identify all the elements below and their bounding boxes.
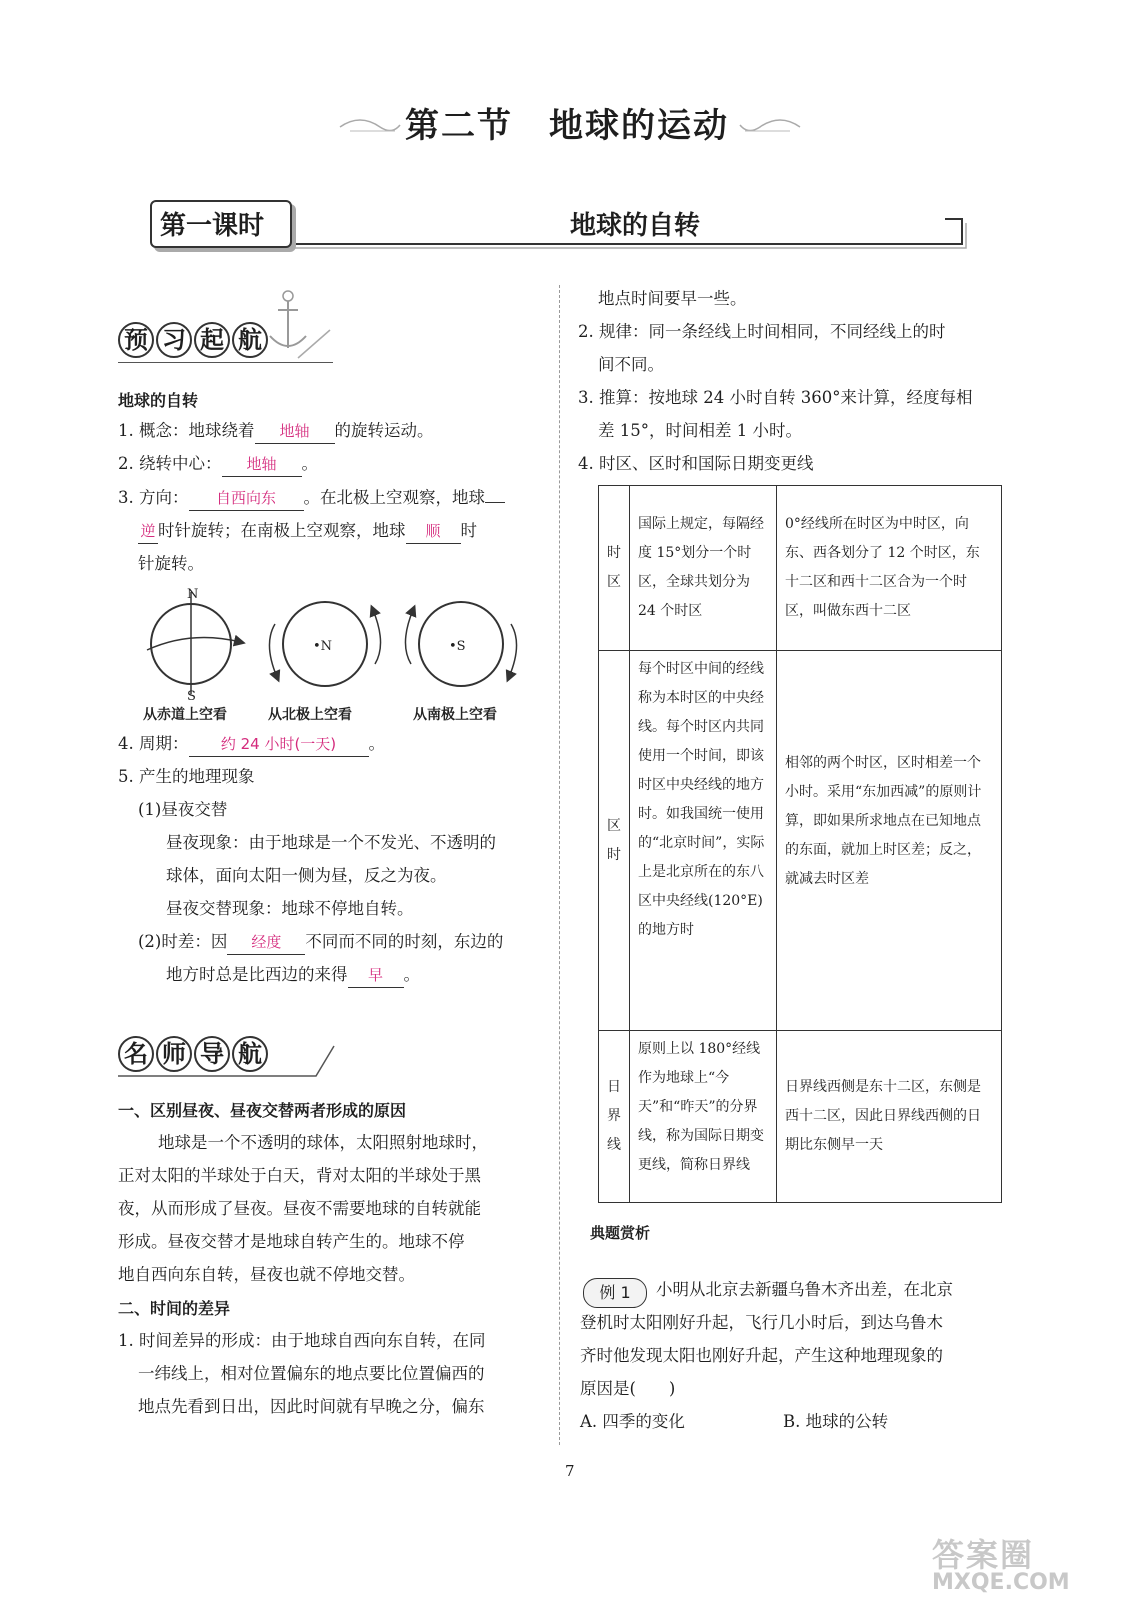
guide-p2-1: 一纬线上，相对位置偏东的地点要比位置偏西的 (138, 1364, 485, 1383)
caption-north: 从北极上空看 (268, 707, 352, 723)
table-row (599, 651, 1002, 1031)
right-line-4: 差 15°，时间相差 1 小时。 (598, 421, 802, 440)
guide-p2-2: 地点先看到日出，因此时间就有早晚之分，偏东 (138, 1397, 485, 1416)
line-dn-3: 昼夜交替现象：地球不停地自转。 (166, 899, 414, 918)
anchor-icon (258, 288, 338, 368)
guide-p2-0: 1. 时间差异的形成：由于地球自西向东自转，在同 (118, 1331, 486, 1350)
line-dn-1: 昼夜现象：由于地球是一个不发光、不透明的 (166, 833, 496, 852)
example-label: 例 1 (583, 1278, 647, 1308)
north-pole-dot: •N (313, 639, 333, 654)
lesson-label: 第一课时 (160, 211, 265, 241)
answer-blank: 自西向东 (189, 486, 304, 511)
option-a: A. 四季的变化 (580, 1412, 685, 1431)
line-dn-2: 球体，面向太阳一侧为昼，反之为夜。 (166, 866, 447, 885)
guide-p1-0: 地球是一个不透明的球体，太阳照射地球时， (158, 1133, 488, 1152)
guide-p1-2: 夜，从而形成了昼夜。昼夜不需要地球的自转就能 (118, 1199, 481, 1218)
guide-p1-1: 正对太阳的半球处于白天，背对太阳的半球处于黑 (118, 1166, 481, 1185)
badge-underline (118, 362, 333, 363)
guide-p1-3: 形成。昼夜交替才是地球自转产生的。地球不停 (118, 1232, 465, 1251)
row-head: 日界线 (599, 1031, 630, 1203)
row-head: 区时 (599, 651, 630, 1031)
row-mid: 每个时区中间的经线称为本时区的中央经线。每个时区内共同使用一个时间，即该时区中央经线的地方时。如我国统一使用的“北京时间”，实际上是北京所在的东八区中央经线(120°E)的地方时 (630, 651, 777, 1031)
page-title: 第二节 地球的运动 (405, 106, 729, 146)
answer-blank: 地轴 (222, 452, 302, 477)
line-time-diff-2: 地方时总是比西边的来得 早 。 (166, 958, 420, 991)
row-mid: 原则上以 180°经线作为地球上“今天”和“昨天”的分界线，称为国际日期变更线，简称日界线 (630, 1031, 777, 1203)
guide-heading-2: 二、时间的差异 (118, 1299, 231, 1318)
section-badge-preview: 预 习 起 航 (118, 322, 270, 358)
answer-blank: 逆 (138, 519, 158, 544)
caption-equator: 从赤道上空看 (143, 707, 227, 723)
caption-south: 从南极上空看 (413, 707, 497, 723)
badge-underline-guide (118, 1042, 338, 1082)
line-day-night: (1)昼夜交替 (138, 800, 228, 819)
example-line-0: 小明从北京去新疆乌鲁木齐出差，在北京 (656, 1280, 953, 1299)
analysis-title: 典题赏析 (590, 1224, 651, 1242)
row-right: 相邻的两个时区，区时相差一个小时。采用“东加西减”的原则计算，即如果所求地点在已知地点的东面，就加上时区差；反之，就减去时区差 (777, 651, 1002, 1031)
section-badge-guide: 名 师 导 航 (118, 1036, 270, 1072)
south-pole-dot: •S (449, 639, 466, 654)
example-line-3: 原因是( ) (580, 1379, 676, 1398)
right-line-3: 3. 推算：按地球 24 小时自转 360°来计算，经度每相 (578, 388, 973, 407)
s-pole-label: S (187, 689, 196, 704)
answer-blank: 经度 (227, 930, 305, 955)
preview-heading: 地球的自转 (118, 391, 199, 410)
watermark-logo: 答案圈 MXQE.COM (932, 1536, 1070, 1595)
line-concept: 1. 概念：地球绕着 地轴 的旋转运动。 (118, 414, 434, 447)
time-zone-table (598, 485, 1002, 1203)
line-period: 4. 周期： 约 24 小时(一天) 。 (118, 727, 385, 760)
answer-blank: 地轴 (255, 419, 335, 444)
example-line-2: 齐时他发现太阳也刚好升起，产生这种地理现象的 (580, 1346, 943, 1365)
answer-blank: 早 (348, 963, 404, 988)
table-row (599, 1031, 1002, 1203)
right-line-1: 2. 规律：同一条经线上时间相同，不同经线上的时 (578, 322, 946, 341)
line-direction: 3. 方向： 自西向东 。在北极上空观察，地球 (118, 481, 505, 514)
example-line-1: 登机时太阳刚好升起，飞行几小时后，到达乌鲁木 (580, 1313, 943, 1332)
right-line-5: 4. 时区、区时和国际日期变更线 (578, 454, 814, 473)
line-rotation-end: 针旋转。 (138, 554, 204, 573)
line-time-diff: (2)时差：因 经度 不同而不同的时刻，东边的 (138, 925, 503, 958)
rotation-diagram (135, 582, 535, 727)
line-rotation: 逆 时针旋转；在南极上空观察，地球 顺 时 (138, 514, 477, 547)
line-phenomena: 5. 产生的地理现象 (118, 767, 255, 786)
right-line-2: 间不同。 (598, 355, 664, 374)
row-head: 时区 (599, 486, 630, 651)
lesson-title: 地球的自转 (570, 211, 701, 241)
option-b: B. 地球的公转 (783, 1412, 889, 1431)
answer-blank: 约 24 小时(一天) (189, 732, 369, 757)
guide-p1-4: 地自西向东自转，昼夜也就不停地交替。 (118, 1265, 415, 1284)
row-right: 0°经线所在时区为中时区，向东、西各划分了 12 个时区，东十二区和西十二区合为一个时区，叫做东西十二区 (777, 486, 1002, 651)
table-row (599, 486, 1002, 651)
page-number: 7 (565, 1462, 575, 1480)
guide-heading-1: 一、区别昼夜、昼夜交替两者形成的原因 (118, 1101, 407, 1120)
row-mid: 国际上规定，每隔经度 15°划分一个时区，全球共划分为 24 个时区 (630, 486, 777, 651)
column-divider (559, 285, 560, 1445)
line-center: 2. 绕转中心： 地轴 。 (118, 447, 318, 480)
right-line-0: 地点时间要早一些。 (598, 289, 747, 308)
n-pole-label: N (187, 587, 199, 602)
answer-blank: 顺 (406, 519, 461, 544)
row-right: 日界线西侧是东十二区，东侧是西十二区，因此日界线西侧的日期比东侧早一天 (777, 1031, 1002, 1203)
